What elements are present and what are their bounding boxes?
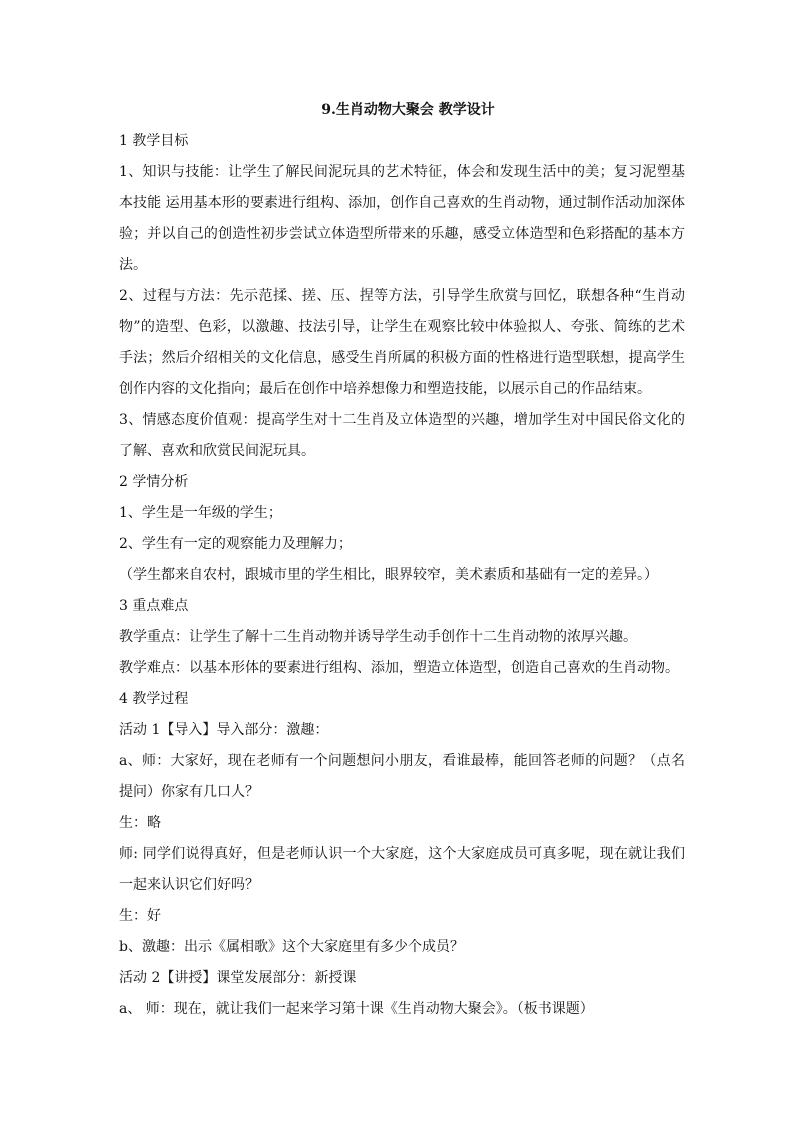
section-heading-objectives: 1 教学目标 [119, 133, 189, 149]
activity-1-heading: 活动 1【导入】导入部分：激趣： [119, 722, 329, 738]
document-page [119, 100, 685, 1025]
analysis-note: （学生都来自农村，跟城市里的学生相比，眼界较窄，美术素质和基础有一定的差异。） [119, 567, 658, 583]
objective-process: 2、过程与方法：先示范揉、搓、压、捏等方法，引导学生欣赏与回忆，联想各种“生肖动物”的造型、色彩，以激趣、技法引导，让学生在观察比较中体验拟人、夸张、简练的艺术手法；然后介绍相关的文化信息，感受生肖所属的积极方面的性格进行造型联想，提高学生创作内容的文化指向；最后在创作中培养想像力和塑造技能，以展示自己的作品结束。 [119, 288, 685, 397]
dialogue-teacher-question: a、师：大家好，现在老师有一个问题想问小朋友，看谁最棒，能回答老师的问题？（点名提问）你家有几口人？ [119, 753, 685, 800]
analysis-item-2: 2、学生有一定的观察能力及理解力； [119, 536, 352, 552]
dialogue-new-lesson: a、 师：现在，就让我们一起来学习第十课《生肖动物大聚会》。（板书课题） [119, 1001, 594, 1017]
activity-2-heading: 活动 2【讲授】课堂发展部分：新授课 [119, 970, 357, 986]
analysis-item-1: 1、学生是一年级的学生； [119, 505, 282, 521]
document-title: 9.生肖动物大聚会 教学设计 [321, 102, 495, 118]
focus-difficulty: 教学难点：以基本形体的要素进行组构、添加，塑造立体造型，创造自己喜欢的生肖动物。 [119, 660, 679, 676]
dialogue-teacher-family: 师: 同学们说得真好，但是老师认识一个大家庭，这个大家庭成员可真多呢，现在就让我们一起来认识它们好吗？ [119, 846, 685, 893]
dialogue-song-prompt: b、激趣：出示《属相歌》这个大家庭里有多少个成员？ [119, 939, 464, 955]
dialogue-student-reply-2: 生：好 [119, 908, 161, 924]
section-heading-process: 4 教学过程 [119, 691, 189, 707]
section-heading-focus: 3 重点难点 [119, 598, 189, 614]
dialogue-student-reply-1: 生：略 [119, 815, 161, 831]
document-body [119, 126, 685, 1025]
objective-attitude: 3、情感态度价值观：提高学生对十二生肖及立体造型的兴趣，增加学生对中国民俗文化的了解、喜欢和欣赏民间泥玩具。 [119, 412, 685, 459]
focus-key-point: 教学重点：让学生了解十二生肖动物并诱导学生动手创作十二生肖动物的浓厚兴趣。 [119, 629, 637, 645]
section-heading-analysis: 2 学情分析 [119, 474, 189, 490]
objective-knowledge: 1、知识与技能：让学生了解民间泥玩具的艺术特征，体会和发现生活中的美；复习泥塑基本技能 运用基本形的要素进行组构、添加，创作自己喜欢的生肖动物，通过制作活动加深体验；并以自己的创造性初步尝试立体造型所带来的乐趣，感受立体造型和色彩搭配的基本方法。 [119, 164, 685, 273]
